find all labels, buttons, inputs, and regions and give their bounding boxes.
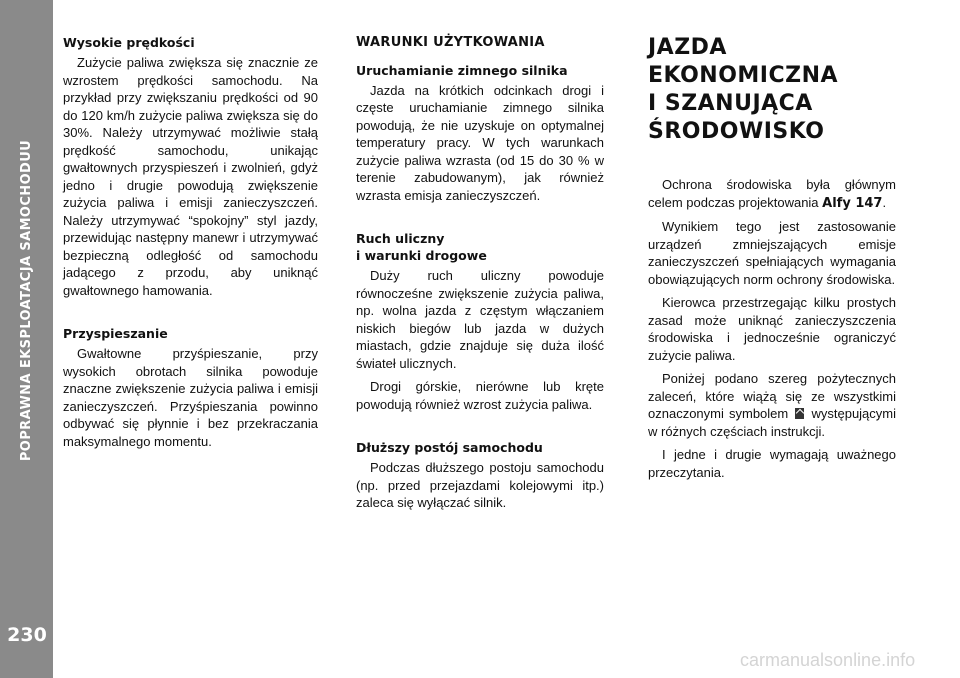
paragraph-read-carefully: I jedne i drugie wymagają uważnego przeczytania. (648, 447, 896, 480)
main-title-line2: I SZANUJĄCA (648, 91, 813, 116)
paragraph-mountain-roads: Drogi górskie, nierówne lub kręte powodują również wzrost zużycia paliwa. (356, 379, 604, 412)
section-title-conditions: WARUNKI UŻYTKOWANIA (356, 35, 545, 50)
paragraph-environment-goal-end: . (882, 194, 887, 210)
paragraph-recommendations-text: Poniżej podano szereg pożytecznych zaleceń, które wiążą się ze wszystkimi oznaczonymi symbolem (648, 371, 896, 421)
heading-acceleration: Przyspieszanie (63, 326, 168, 341)
main-title-line3: ŚRODOWISKO (648, 119, 825, 144)
heading-traffic-line1: Ruch uliczny (356, 231, 445, 246)
paragraph-traffic: Duży ruch uliczny powoduje równocześne zwiększenie zużycia paliwa, np. wolna jazda z częstym włączaniem niskich biegów lub jazda w dużych miastach, gdzie znajduje się duża ilość świateł ulicznych. (356, 268, 604, 371)
paragraph-acceleration: Gwałtowne przyśpieszanie, przy wysokich obrotach silnika powoduje znaczne zwiększenie zużycia paliwa i emisji zanieczyszczeń. Przyśpieszania powinno odbywać się płynnie i bez przekraczania maksymalnego momentu. (63, 346, 318, 449)
heading-traffic (356, 230, 604, 264)
section-label-container (13, 30, 41, 570)
heading-cold-start: Uruchamianie zimnego silnika (356, 62, 568, 78)
main-title (648, 34, 896, 146)
section-label: POPRAWNA EKSPLOATACJA SAMOCHODUU (19, 139, 35, 461)
model-name: Alfy 147 (822, 195, 883, 211)
heading-long-stop: Dłuższy postój samochodu (356, 440, 543, 455)
paragraph-high-speed: Zużycie paliwa zwiększa się znacznie ze wzrostem prędkości samochodu. Na przykład przy zwiększaniu prędkości od 90 do 120 km/h zużycie paliwa zwiększa się do 30%. Należy utrzymywać możliwie stałą prędkość samochodu, unikając gwałtownych przyspieszeń i zwolnień, gdyż jedno i drugie powodują zwiększenie zużycia paliwa i emisji zanieczyszczeń. Należy utrzymywać “spokojny” styl jazdy, przewidując następny manewr i utrzymywać bezpieczną odległość od samochodu jadącego z przodu, aby uniknąć gwałtownego hamowania. (63, 55, 318, 298)
paragraph-cold-start: Jazda na krótkich odcinkach drogi i częste uruchamianie zimnego silnika powodują, że nie uzyskuje on optymalnej temperatury pracy. W tych warunkach zużycie paliwa wzrasta (od 15 do 30 % w terenie zabudowanym), jak również wzrasta emisja zanieczyszczeń. (356, 82, 604, 203)
column-1 (63, 34, 318, 456)
paragraph-long-stop: Podczas dłuższego postoju samochodu (np. przed przejazdami kolejowymi itp.) zaleca się wyłączać silnik. (356, 460, 604, 510)
watermark: carmanualsonline.info (740, 650, 916, 670)
page-number: 230 (7, 624, 47, 646)
column-2 (356, 34, 604, 518)
main-title-line1: JAZDA EKONOMICZNA (648, 35, 839, 88)
paragraph-recommendations (648, 370, 896, 440)
side-bar (0, 0, 53, 678)
paragraph-environment-goal-text: Ochrona środowiska była głównym celem podczas projektowania (648, 177, 896, 210)
heading-traffic-line2: i warunki drogowe (356, 248, 487, 263)
paragraph-devices: Wynikiem tego jest zastosowanie urządzeń zmniejszających emisje zanieczyszczeń spełniających wymagania obowiązujących norm ochrony środowiska. (648, 219, 896, 287)
paragraph-driver-rules: Kierowca przestrzegając kilku prostych zasad może uniknąć zanieczyszczenia środowiska i jednocześnie ograniczyć zużycie paliwa. (648, 295, 896, 363)
column-3 (648, 34, 896, 487)
paragraph-environment-goal (648, 176, 896, 212)
heading-high-speed: Wysokie prędkości (63, 35, 195, 50)
environment-symbol-icon (795, 408, 804, 419)
paragraph-recommendations-end: występującymi w różnych częściach instrukcji. (648, 406, 897, 439)
